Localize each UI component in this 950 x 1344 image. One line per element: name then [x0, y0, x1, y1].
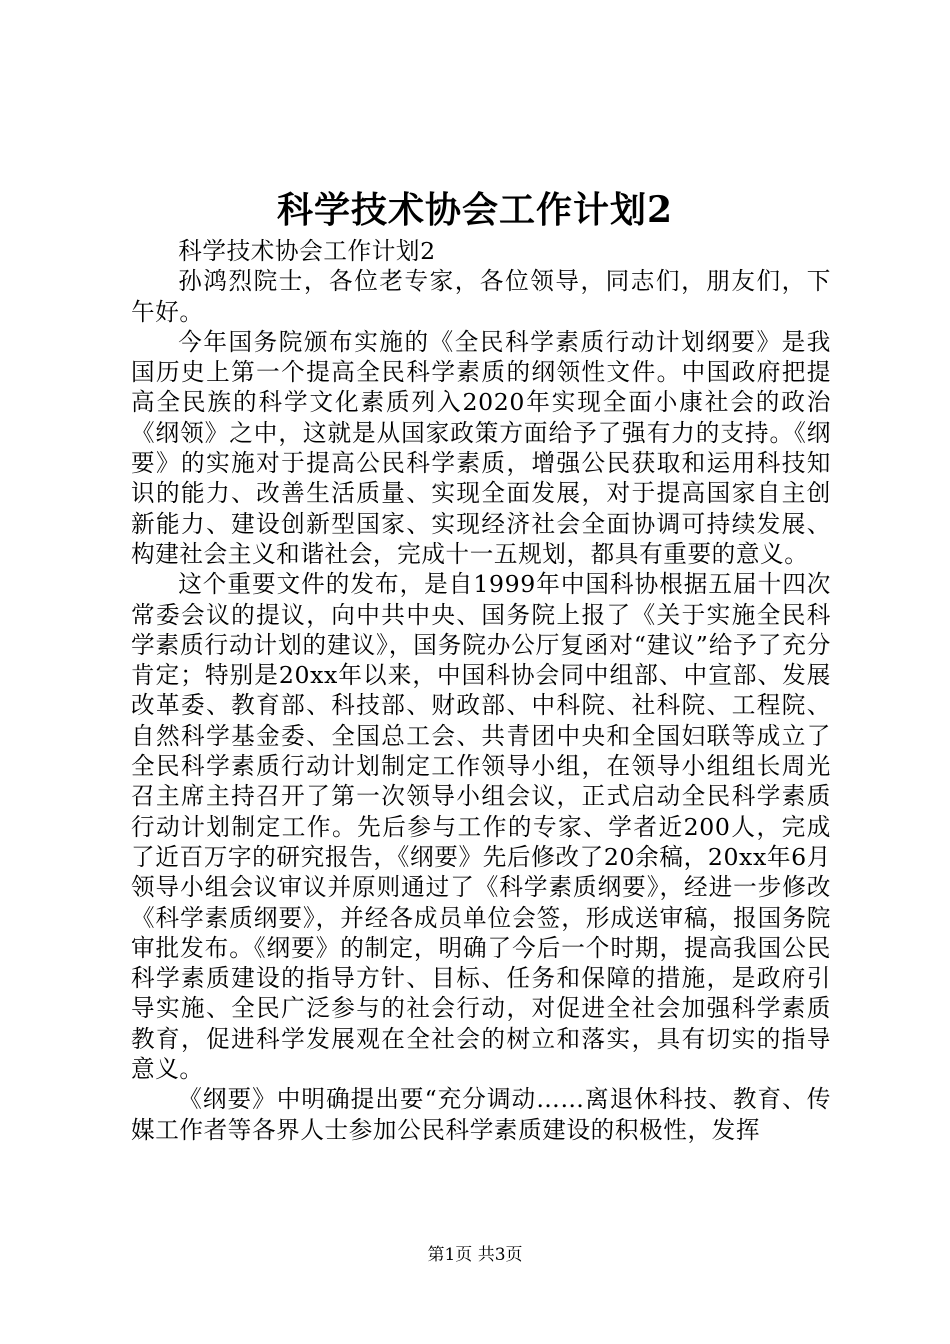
document-body: [131, 236, 831, 1145]
paragraph-history: 这个重要文件的发布，是自1999年中国科协根据五届十四次常委会议的提议，向中共中央、国务院上报了《关于实施全民科学素质行动计划的建议》，国务院办公厅复函对“建议”给予了充分肯定；特别是20xx年以来，中国科协会同中组部、中宣部、发展改革委、教育部、科技部、财政部、中科院、社科院、工程院、自然科学基金委、全国总工会、共青团中央和全国妇联等成立了全民科学素质行动计划制定工作领导小组，在领导小组组长周光召主席主持召开了第一次领导小组会议，正式启动全民科学素质行动计划制定工作。先后参与工作的专家、学者近200人，完成了近百万字的研究报告，《纲要》先后修改了20余稿，20xx年6月领导小组会议审议并原则通过了《科学素质纲要》，经进一步修改《科学素质纲要》，并经各成员单位会签，形成送审稿，报国务院审批发布。《纲要》的制定，明确了今后一个时期，提高我国公民科学素质建设的指导方针、目标、任务和保障的措施，是政府引导实施、全民广泛参与的社会行动，对促进全社会加强科学素质教育，促进科学发展观在全社会的树立和落实，具有切实的指导意义。: [131, 570, 831, 1084]
paragraph-greeting: 孙鸿烈院士，各位老专家，各位领导，同志们，朋友们，下午好。: [131, 267, 831, 326]
document-title: 科学技术协会工作计划2: [276, 189, 674, 231]
paragraph-outline: 《纲要》中明确提出要“充分调动……离退休科技、教育、传媒工作者等各界人士参加公民科学素质建设的积极性，发挥: [131, 1085, 831, 1144]
page-footer: 第1页 共3页: [427, 1245, 523, 1265]
paragraph-intro: 今年国务院颁布实施的《全民科学素质行动计划纲要》是我国历史上第一个提高全民科学素质的纲领性文件。中国政府把提高全民族的科学文化素质列入2020年实现全面小康社会的政治《纲领》之中，这就是从国家政策方面给予了强有力的支持。《纲要》的实施对于提高公民科学素质，增强公民获取和运用科技知识的能力、改善生活质量、实现全面发展，对于提高国家自主创新能力、建设创新型国家、实现经济社会全面协调可持续发展、构建社会主义和谐社会，完成十一五规划，都具有重要的意义。: [131, 327, 831, 568]
paragraph-subtitle: 科学技术协会工作计划2: [178, 237, 436, 265]
